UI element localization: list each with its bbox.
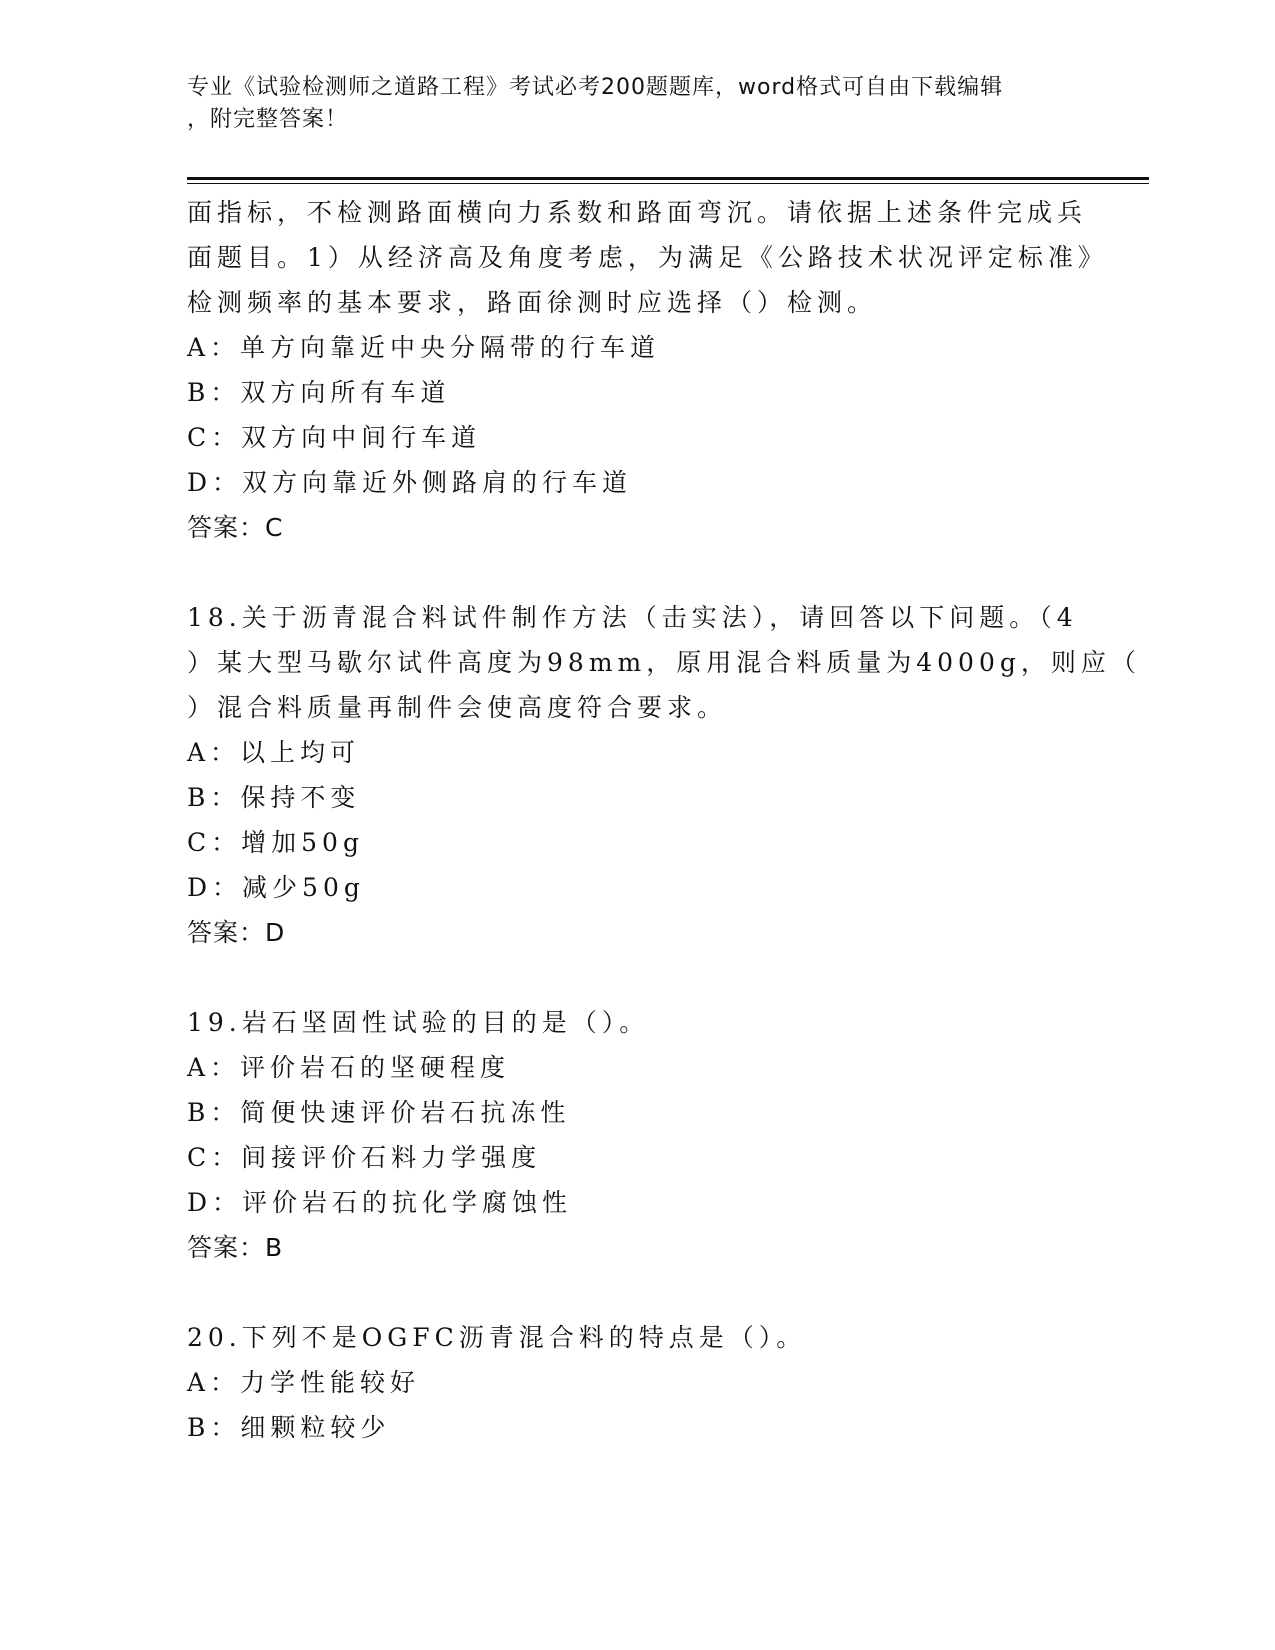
- spacer: [187, 550, 1087, 595]
- option-a: A：评价岩石的坚硬程度: [187, 1053, 511, 1082]
- question-text: 18.关于沥青混合料试件制作方法（击实法），请回答以下问题。（4: [187, 603, 1078, 632]
- option-c: C：间接评价石料力学强度: [187, 1143, 542, 1172]
- option-b: B：细颗粒较少: [187, 1413, 391, 1442]
- option-a: A：单方向靠近中央分隔带的行车道: [187, 333, 661, 362]
- answer: 答案：C: [187, 513, 284, 542]
- spacer: [187, 955, 1087, 1000]
- answer: 答案：B: [187, 1233, 284, 1262]
- option-b: B：简便快速评价岩石抗冻性: [187, 1098, 571, 1127]
- option-d: D：评价岩石的抗化学腐蚀性: [187, 1188, 573, 1217]
- option-c: C：增加50g: [187, 828, 364, 857]
- question-text: 检测频率的基本要求，路面徐测时应选择（）检测。: [187, 288, 878, 317]
- header-rule-thick: [187, 177, 1149, 180]
- option-b: B：保持不变: [187, 783, 361, 812]
- question-18: [187, 595, 1141, 955]
- header-line-2: ，附完整答案！: [187, 107, 349, 132]
- question-text: 面指标，不检测路面横向力系数和路面弯沉。请依据上述条件完成兵: [187, 198, 1088, 227]
- option-d: D：双方向靠近外侧路肩的行车道: [187, 468, 633, 497]
- option-b: B：双方向所有车道: [187, 378, 451, 407]
- document-body: [187, 190, 1141, 1450]
- option-a: A：力学性能较好: [187, 1368, 421, 1397]
- question-text: 20.下列不是OGFC沥青混合料的特点是（）。: [187, 1323, 807, 1352]
- document-header: [187, 72, 1067, 136]
- spacer: [187, 1270, 1087, 1315]
- answer: 答案：D: [187, 918, 286, 947]
- question-text: ）某大型马歇尔试件高度为98mm，原用混合料质量为4000g，则应（: [187, 648, 1141, 677]
- option-a: A：以上均可: [187, 738, 361, 767]
- question-17: [187, 190, 1108, 550]
- question-19: [187, 1000, 1087, 1270]
- question-text: 面题目。1）从经济高及角度考虑，为满足《公路技术状况评定标准》: [187, 243, 1108, 272]
- option-d: D：减少50g: [187, 873, 365, 902]
- header-rule-thin: [187, 183, 1149, 184]
- question-text: 19.岩石坚固性试验的目的是（）。: [187, 1008, 650, 1037]
- question-text: ）混合料质量再制件会使高度符合要求。: [187, 693, 728, 722]
- option-c: C：双方向中间行车道: [187, 423, 482, 452]
- header-line-1: 专业《试验检测师之道路工程》考试必考200题题库，word格式可自由下载编辑: [187, 75, 1004, 100]
- question-20: [187, 1315, 1087, 1450]
